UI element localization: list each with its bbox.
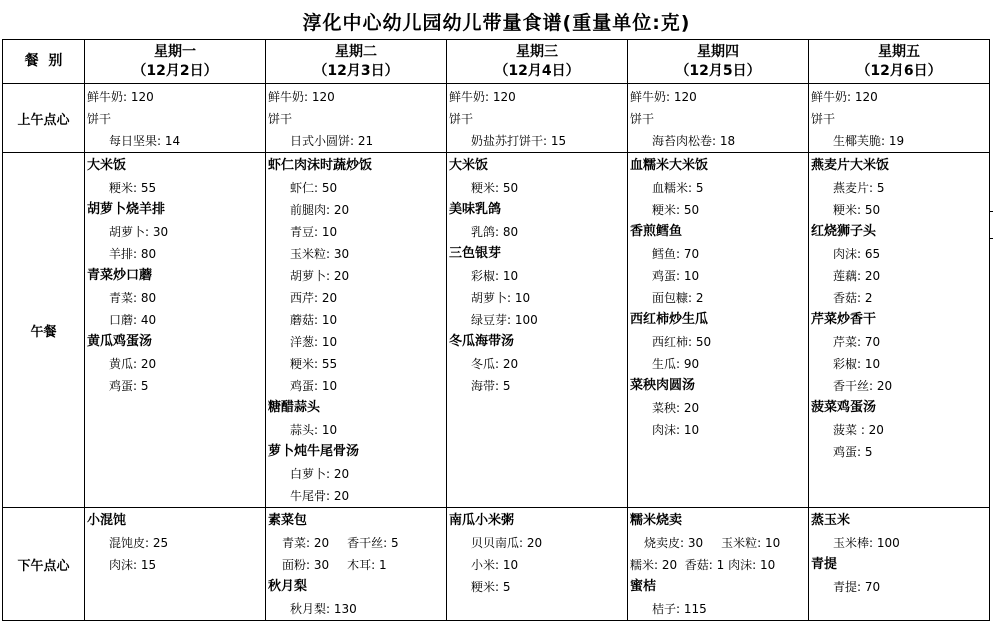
dish-name: 香煎鳕鱼 (630, 224, 683, 239)
snack-line: 生椰芙脆: 19 (833, 134, 905, 148)
ingredient: 胡萝卜: 10 (471, 291, 531, 305)
ingredient: 前腿肉: 20 (290, 203, 350, 217)
snack-line: 日式小圆饼: 21 (290, 134, 374, 148)
day-header-fri: 星期五 （12月6日） (809, 40, 990, 84)
dish-name: 菠菜鸡蛋汤 (811, 400, 877, 415)
ingredient: 冬瓜: 20 (471, 357, 519, 371)
header-row (3, 40, 990, 84)
dish-name: 黄瓜鸡蛋汤 (87, 334, 153, 349)
ingredient: 胡萝卜: 30 (109, 225, 169, 239)
row-label-lunch: 午餐 (3, 153, 85, 508)
ingredient-part: 玉米粒: 10 (721, 536, 781, 550)
morning-cell (809, 84, 990, 153)
snack-line: 每日坚果: 14 (109, 134, 181, 148)
ingredient: 口蘑: 40 (109, 313, 157, 327)
ingredient-part: 香干丝: 5 (347, 536, 399, 550)
milk-line: 鲜牛奶: 120 (630, 90, 697, 104)
lunch-cell (809, 153, 990, 508)
ingredient: 鸡蛋: 10 (290, 379, 338, 393)
afternoon-cell (628, 508, 809, 621)
ingredient: 蒜头: 10 (290, 423, 338, 437)
ingredient: 羊排: 80 (109, 247, 157, 261)
ingredient: 菜秧: 20 (652, 401, 700, 415)
lunch-cell (628, 153, 809, 508)
ingredient: 西红柿: 50 (652, 335, 712, 349)
ingredient-part: 面粉: 30 (282, 558, 330, 572)
resize-handle[interactable] (989, 211, 993, 239)
ingredient: 乳鸽: 80 (471, 225, 519, 239)
dish-name: 大米饭 (449, 158, 489, 173)
afternoon-cell (809, 508, 990, 621)
dish-name: 蒸玉米 (811, 513, 851, 528)
ingredient: 鳕鱼: 70 (652, 247, 700, 261)
ingredient: 燕麦片: 5 (833, 181, 885, 195)
ingredient: 小米: 10 (471, 558, 519, 572)
ingredient: 芹菜: 70 (833, 335, 881, 349)
ingredient: 彩椒: 10 (471, 269, 519, 283)
afternoon-cell (266, 508, 447, 621)
dish-name: 青菜炒口蘑 (87, 268, 153, 283)
day-header-mon: 星期一 （12月2日） (85, 40, 266, 84)
ingredient: 西芹: 20 (290, 291, 338, 305)
dish-name: 三色银芽 (449, 246, 502, 261)
biscuit-line: 饼干 (630, 112, 655, 126)
snack-line: 海苔肉松卷: 18 (652, 134, 736, 148)
ingredient: 白萝卜: 20 (290, 467, 350, 481)
biscuit-line: 饼干 (87, 112, 112, 126)
dish-name: 红烧狮子头 (811, 224, 877, 239)
ingredient: 粳米: 55 (109, 181, 157, 195)
row-label-afternoon: 下午点心 (3, 508, 85, 621)
dish-name: 糖醋蒜头 (268, 400, 321, 415)
ingredient (268, 532, 446, 554)
ingredient: 秋月梨: 130 (290, 602, 357, 616)
ingredient-part: 青菜: 20 (282, 536, 330, 550)
ingredient: 菠菜 : 20 (833, 423, 884, 437)
morning-cell (85, 84, 266, 153)
ingredient: 莲藕: 20 (833, 269, 881, 283)
ingredient-part: 烧卖皮: 30 (644, 536, 704, 550)
ingredient: 肉沫: 65 (833, 247, 881, 261)
morning-snack-row (3, 84, 990, 153)
dish-name: 虾仁肉沫时蔬炒饭 (268, 158, 373, 173)
ingredient: 青提: 70 (833, 580, 881, 594)
afternoon-snack-row (3, 508, 990, 621)
ingredient-part: 木耳: 1 (347, 558, 387, 572)
ingredient: 玉米粒: 30 (290, 247, 350, 261)
morning-cell (447, 84, 628, 153)
row-label-morning: 上午点心 (3, 84, 85, 153)
lunch-cell (266, 153, 447, 508)
ingredient: 贝贝南瓜: 20 (471, 536, 543, 550)
milk-line: 鲜牛奶: 120 (87, 90, 154, 104)
afternoon-cell (447, 508, 628, 621)
ingredient: 香菇: 2 (833, 291, 873, 305)
ingredient: 鸡蛋: 10 (652, 269, 700, 283)
ingredient: 香干丝: 20 (833, 379, 893, 393)
ingredient: 肉沫: 15 (109, 558, 157, 572)
ingredient: 肉沫: 10 (652, 423, 700, 437)
morning-cell (628, 84, 809, 153)
dish-name: 芹菜炒香干 (811, 312, 877, 327)
ingredient: 粳米: 50 (833, 203, 881, 217)
ingredient-part: 肉沫: 10 (728, 558, 776, 572)
biscuit-line: 饼干 (449, 112, 474, 126)
dish-name: 血糯米大米饭 (630, 158, 709, 173)
lunch-row (3, 153, 990, 508)
day-header-thu: 星期四 （12月5日） (628, 40, 809, 84)
ingredient: 粳米: 50 (471, 181, 519, 195)
milk-line: 鲜牛奶: 120 (449, 90, 516, 104)
day-header-tue: 星期二 （12月3日） (266, 40, 447, 84)
ingredient: 牛尾骨: 20 (290, 489, 350, 503)
dish-name: 西红柿炒生瓜 (630, 312, 709, 327)
ingredient: 彩椒: 10 (833, 357, 881, 371)
ingredient-part: 香菇: 1 (684, 558, 725, 572)
ingredient: 鸡蛋: 5 (833, 445, 873, 459)
ingredient: 绿豆芽: 100 (471, 313, 538, 327)
dish-name: 素菜包 (268, 513, 308, 528)
ingredient: 生瓜: 90 (652, 357, 700, 371)
ingredient: 粳米: 50 (652, 203, 700, 217)
dish-name: 蜜桔 (630, 579, 657, 594)
dish-name: 大米饭 (87, 158, 127, 173)
ingredient: 面包糠: 2 (652, 291, 704, 305)
ingredient: 鸡蛋: 5 (109, 379, 149, 393)
ingredient: 虾仁: 50 (290, 181, 338, 195)
meal-column-header: 餐 别 (3, 40, 85, 84)
ingredient: 青菜: 80 (109, 291, 157, 305)
dish-name: 美味乳鸽 (449, 202, 502, 217)
ingredient: 桔子: 115 (652, 602, 707, 616)
dish-name: 秋月梨 (268, 579, 308, 594)
ingredient (268, 554, 446, 576)
biscuit-line: 饼干 (268, 112, 293, 126)
day-header-wed: 星期三 （12月4日） (447, 40, 628, 84)
ingredient: 粳米: 5 (471, 580, 511, 594)
dish-name: 小混饨 (87, 513, 127, 528)
milk-line: 鲜牛奶: 120 (811, 90, 878, 104)
milk-line: 鲜牛奶: 120 (268, 90, 335, 104)
dish-name: 胡萝卜烧羊排 (87, 202, 166, 217)
ingredient: 蘑菇: 10 (290, 313, 338, 327)
ingredient: 青豆: 10 (290, 225, 338, 239)
ingredient-part: 糯米: 20 (630, 558, 678, 572)
page-title: 淳化中心幼儿园幼儿带量食谱(重量单位:克) (302, 12, 691, 34)
lunch-cell (85, 153, 266, 508)
ingredient (630, 532, 808, 554)
ingredient: 玉米棒: 100 (833, 536, 900, 550)
ingredient: 粳米: 55 (290, 357, 338, 371)
afternoon-cell (85, 508, 266, 621)
ingredient: 胡萝卜: 20 (290, 269, 350, 283)
ingredient: 血糯米: 5 (652, 181, 704, 195)
lunch-cell (447, 153, 628, 508)
ingredient (630, 554, 808, 576)
ingredient: 海带: 5 (471, 379, 511, 393)
biscuit-line: 饼干 (811, 112, 836, 126)
dish-name: 冬瓜海带汤 (449, 334, 515, 349)
ingredient: 混饨皮: 25 (109, 536, 169, 550)
menu-table (2, 39, 990, 621)
ingredient: 黄瓜: 20 (109, 357, 157, 371)
dish-name: 青提 (811, 557, 838, 572)
snack-line: 奶盐苏打饼干: 15 (471, 134, 567, 148)
dish-name: 糯米烧卖 (630, 513, 683, 528)
morning-cell (266, 84, 447, 153)
dish-name: 萝卜炖牛尾骨汤 (268, 444, 360, 459)
dish-name: 燕麦片大米饭 (811, 158, 890, 173)
dish-name: 南瓜小米粥 (449, 513, 515, 528)
dish-name: 菜秧肉圆汤 (630, 378, 696, 393)
ingredient: 洋葱: 10 (290, 335, 338, 349)
